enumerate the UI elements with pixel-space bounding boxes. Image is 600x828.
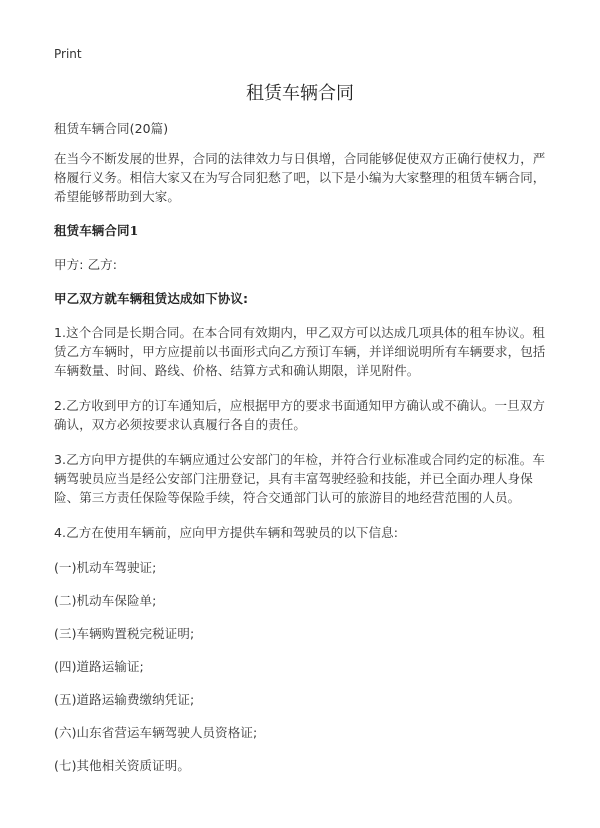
clause-paragraph: 1.这个合同是长期合同。在本合同有效期内，甲乙双方可以达成几项具体的租车协议。租赁乙方车辆时，甲方应提前以书面形式向乙方预订车辆，并详细说明所有车辆要求，包括车辆数量、时间、路线、价格、结算方式和确认期限，详见附件。 bbox=[54, 325, 546, 378]
clause-paragraph: 4.乙方在使用车辆前，应向甲方提供车辆和驾驶员的以下信息: bbox=[54, 525, 399, 540]
print-link[interactable]: Print bbox=[54, 47, 82, 61]
agreement-heading: 甲乙双方就车辆租赁达成如下协议: bbox=[54, 291, 249, 306]
list-item: (五)道路运输费缴纳凭证; bbox=[54, 692, 195, 707]
list-item: (三)车辆购置税完税证明; bbox=[54, 626, 195, 641]
section-heading: 租赁车辆合同1 bbox=[54, 223, 139, 238]
list-item: (六)山东省营运车辆驾驶人员资格证; bbox=[54, 725, 258, 740]
list-item: (二)机动车保险单; bbox=[54, 593, 157, 608]
list-item: (一)机动车驾驶证; bbox=[54, 560, 157, 575]
document-subtitle: 租赁车辆合同(20篇) bbox=[54, 121, 169, 136]
parties-line: 甲方: 乙方: bbox=[54, 257, 118, 272]
clause-paragraph: 2.乙方收到甲方的订车通知后，应根据甲方的要求书面通知甲方确认或不确认。一旦双方确认，双方必须按要求认真履行各自的责任。 bbox=[54, 398, 545, 432]
list-item: (四)道路运输证; bbox=[54, 659, 144, 674]
document-body bbox=[54, 119, 554, 789]
list-item: (七)其他相关资质证明。 bbox=[54, 758, 190, 773]
intro-paragraph: 在当今不断发展的世界，合同的法律效力与日俱增，合同能够促使双方正确行使权力，严格履行义务。相信大家又在为写合同犯愁了吧，以下是小编为大家整理的租赁车辆合同，希望能够帮助到大家。 bbox=[54, 151, 546, 204]
clause-paragraph: 3.乙方向甲方提供的车辆应通过公安部门的年检，并符合行业标准或合同约定的标准。车辆驾驶员应当是经公安部门注册登记，具有丰富驾驶经验和技能，并已全面办理人身保险、第三方责任保险等保险手续，符合交通部门认可的旅游目的地经营范围的人员。 bbox=[54, 452, 545, 505]
document-title: 租赁车辆合同 bbox=[246, 83, 354, 104]
